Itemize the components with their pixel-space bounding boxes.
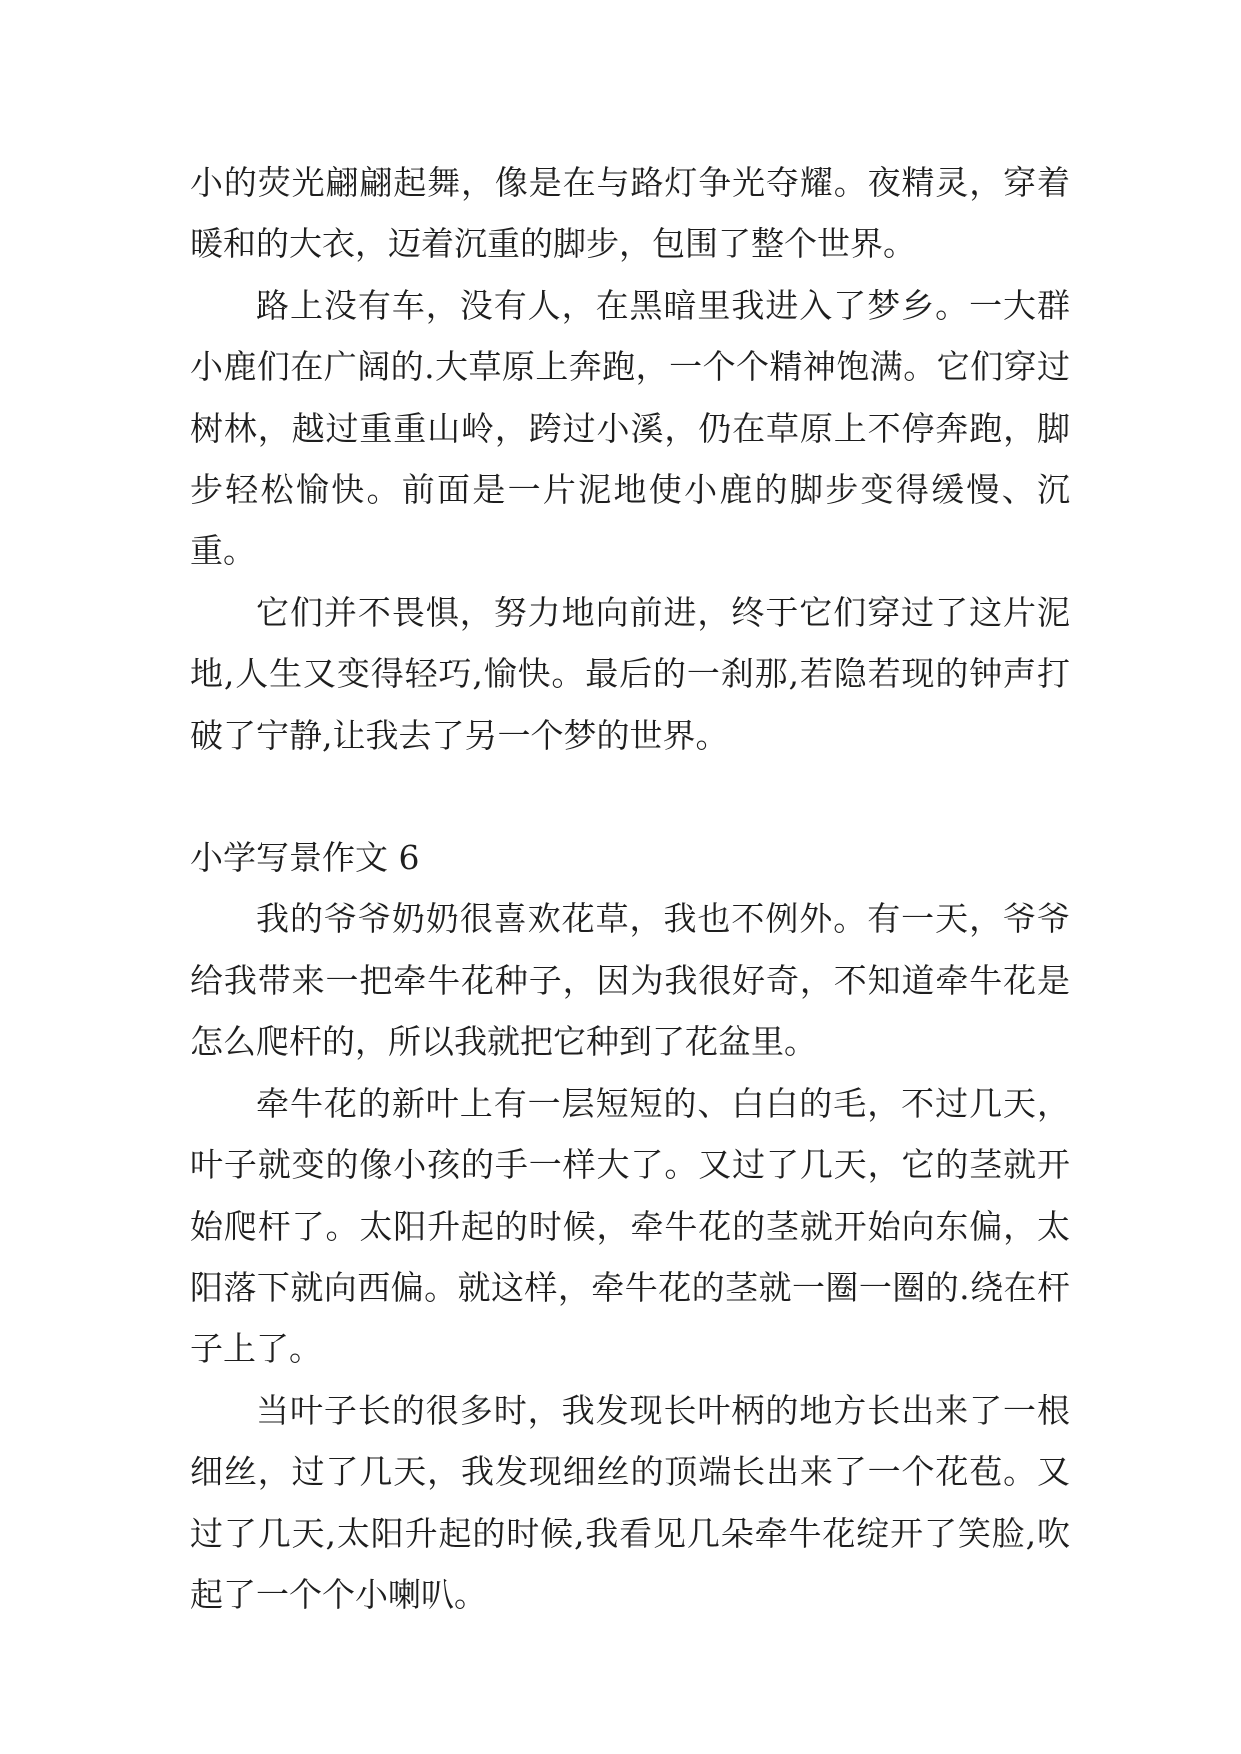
paragraph-morning-glory-seeds: 我的爷爷奶奶很喜欢花草，我也不例外。有一天，爷爷给我带来一把牵牛花种子，因为我很好奇，不知道牵牛花是怎么爬杆的，所以我就把它种到了花盆里。 [190,899,1070,1062]
section-title: 小学写景作文 6 [190,838,420,878]
paragraph-morning-glory-growth: 牵牛花的新叶上有一层短短的、白白的毛，不过几天，叶子就变的像小孩的手一样大了。又过了几天，它的茎就开始爬杆了。太阳升起的时候，牵牛花的茎就开始向东偏，太阳落下就向西偏。就这样，牵牛花的茎就一圈一圈的.绕在杆子上了。 [190,1083,1070,1369]
document-body [190,152,1070,1625]
paragraph-deer-dream: 路上没有车，没有人，在黑暗里我进入了梦乡。一大群小鹿们在广阔的.大草原上奔跑，一个个精神饱满。它们穿过树林，越过重重山岭，跨过小溪，仍在草原上不停奔跑，脚步轻松愉快。前面是一片泥地使小鹿的脚步变得缓慢、沉重。 [190,285,1070,571]
paragraph-mud-crossing: 它们并不畏惧，努力地向前进，终于它们穿过了这片泥地,人生又变得轻巧,愉快。最后的一刹那,若隐若现的钟声打破了宁静,让我去了另一个梦的世界。 [190,592,1070,755]
paragraph-morning-glory-bloom: 当叶子长的很多时，我发现长叶柄的地方长出来了一根细丝，过了几天，我发现细丝的顶端长出来了一个花苞。又过了几天,太阳升起的时候,我看见几朵牵牛花绽开了笑脸,吹起了一个个小喇叭。 [190,1390,1070,1614]
paragraph-continuation: 小的荧光翩翩起舞，像是在与路灯争光夺耀。夜精灵，穿着暖和的大衣，迈着沉重的脚步，包围了整个世界。 [190,163,1070,264]
